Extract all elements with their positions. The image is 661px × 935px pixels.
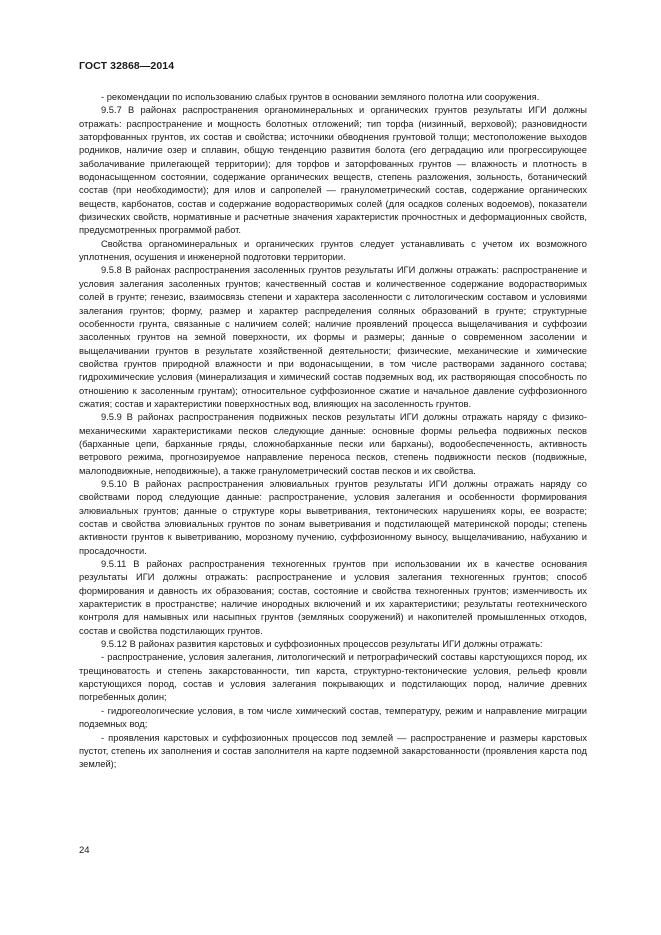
paragraph-organic-properties: Свойства органоминеральных и органических грунтов следует устанавливать с учетом их возможного уплотнения, осушения и инженерной подготовки территории.: [79, 238, 587, 263]
paragraph-9-5-8: 9.5.8 В районах распространения засоленных грунтов результаты ИГИ должны отражать: распространение и условия залегания засоленных грунтов; качественный состав и количественное содержание водорастворимых солей в грунте; генезис, взаимосвязь степени и характера засоленности с литологическим составом и условиями залегания грунтов; форму, размер и характер распределения соляных образований в грунте; структурные особенности грунта, связанные с наличием солей; наличие проявлений процесса выщелачивания и суффозии засоленных грунтов на земной поверхности, их формы и размеры; данные о современном засолении и выщелачивании грунтов в результате хозяйственной деятельности; физические, механические и химические свойства грунтов природной влажности и при водонасыщении, в том числе растворами заданного состава; гидрохимические условия (минерализация и химический состав подземных вод, их растворяющая способность по отношению к засоленным грунтам); относительное суффозионное сжатие и начальное давление суффозионного сжатия; состав и характеристики поверхностных вод, влияющих на засоленность грунтов.: [79, 265, 587, 409]
list-item-karst-distribution: - распространение, условия залегания, литологический и петрографический составы карстующихся пород, их трещиноватость и степень закарстованности, тип карста, структурно-тектонические условия, рельеф кровли карстующихся пород, состав и условия залегания покрывающих и подстилающих пород, наличие древних погребенных долин;: [79, 652, 587, 703]
paragraph-9-5-10: 9.5.10 В районах распространения элювиальных грунтов результаты ИГИ должны отражать наряду со свойствами пород следующие данные: распространение, условия залегания и особенности формирования элювиальных грунтов; данные о структуре коры выветривания, тектонических нарушениях коры, ее возрасте; состав и свойства элювиальных грунтов по зонам выветривания и подстилающей материнской породы; степень активности грунтов к выветриванию, морозному пучению, суффозионному выносу, выщелачиванию, набуханию и просадочности.: [79, 478, 587, 556]
paragraph-9-5-11: 9.5.11 В районах распространения техногенных грунтов при использовании их в качестве основания результаты ИГИ должны отражать: распространение и условия залегания техногенных грунтов; способ формирования и давность их образования; состав, состояние и свойства техногенных грунтов; изменчивость их характеристик в пространстве; наличие инородных включений и их характеристики; результаты геотехнического контроля для намывных или насыпных грунтов (земляных сооружений) и накопителей промышленных отходов, состав и свойства подстилающих грунтов.: [79, 559, 587, 636]
paragraph-9-5-9: 9.5.9 В районах распространения подвижных песков результаты ИГИ должны отражать наряду с физико-механическими характеристиками песков следующие данные: основные формы рельефа подвижных песков (барханные цепи, барханные гряды, сложнобарханные пески или барханы), водообеспеченность, активность ветрового режима, прогнозируемое направление переноса песков, степень подвижности песков (подвижные, малоподвижные, неподвижные), а также гранулометрический состав песков и их свойства.: [79, 412, 587, 476]
document-header: ГОСТ 32868—2014: [79, 60, 175, 72]
list-item-karst-manifestations: - проявления карстовых и суффозионных процессов под землей — распространение и размеры карстовых пустот, степень их заполнения и состав заполнителя на карте подземной закарстованности (проявления карста под землей);: [79, 732, 587, 770]
page-number: 24: [79, 845, 90, 856]
paragraph-9-5-12: 9.5.12 В районах развития карстовых и суффозионных процессов результаты ИГИ должны отражать:: [101, 639, 543, 650]
paragraph-recommendations: - рекомендации по использованию слабых грунтов в основании земляного полотна или сооружения.: [101, 92, 540, 102]
paragraph-9-5-7: 9.5.7 В районах распространения органоминеральных и органических грунтов результаты ИГИ должны отражать: распространение и мощность болотных отложений; тип торфа (низинный, верховой); разновидности заторфованных грунтов, их состав и свойства; источники обводнения грунтовой толщи; местоположение выходов родников, наличие озер и сплавин, общую тенденцию развития болота (его деградацию или прогрессирующее заболачивание прилегающей территории); для торфов и заторфованных грунтов — влажность и плотность в водонасыщенном состоянии, содержание органических веществ, степень разложения, зольность, ботанический состав (при необходимости); для илов и сапропелей — гранулометрический состав, содержание органических веществ, карбонатов, состав и содержание водорастворимых солей (для осадков соленых водоемов), показатели физических свойств, нормативные и расчетные значения характеристик прочностных и деформационных свойств, предусмотренных программой работ.: [79, 105, 587, 236]
document-body: [79, 91, 587, 772]
list-item-hydrogeology: - гидрогеологические условия, в том числе химический состав, температуру, режим и направление миграции подземных вод;: [79, 705, 587, 730]
